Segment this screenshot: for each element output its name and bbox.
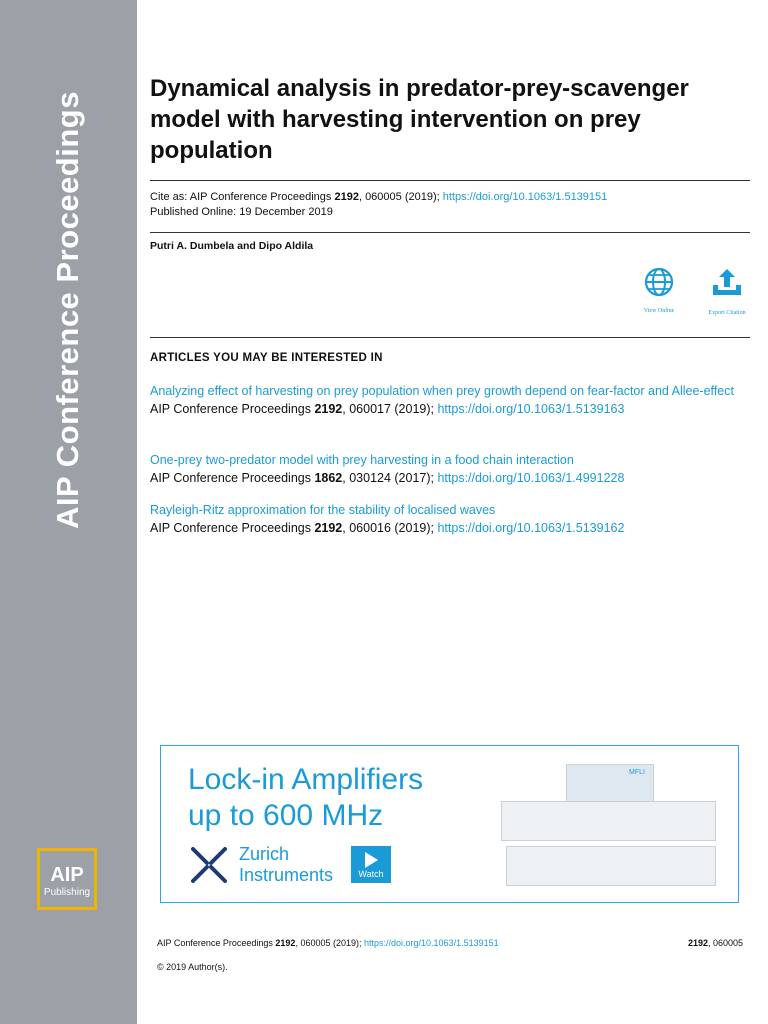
footer-doi-link[interactable]: https://doi.org/10.1063/1.5139151: [364, 938, 499, 948]
footer-right-volume: 2192: [688, 938, 709, 948]
related-article-title[interactable]: Rayleigh-Ritz approximation for the stability of localised waves: [150, 503, 496, 517]
footer-right-ref: , 060005: [708, 938, 744, 948]
related-journal: AIP Conference Proceedings: [150, 520, 315, 535]
instrument-image: [566, 764, 654, 802]
related-journal: AIP Conference Proceedings: [150, 470, 315, 485]
footer-ref: , 060005 (2019);: [295, 938, 364, 948]
view-online-label: View Online: [643, 308, 675, 314]
export-citation-button[interactable]: [697, 267, 757, 316]
advertisement-banner[interactable]: [160, 745, 739, 903]
ad-brand-line1: Zurich: [239, 844, 290, 864]
related-article-citation: [150, 470, 750, 488]
related-doi-link[interactable]: https://doi.org/10.1063/1.5139163: [437, 401, 625, 416]
instrument-image: [506, 846, 716, 886]
logo-text-aip: AIP: [50, 864, 84, 886]
export-citation-label: Export Citation: [708, 310, 746, 316]
footer-volume: 2192: [275, 938, 296, 948]
journal-vertical-title: AIP Conference Proceedings: [50, 91, 85, 529]
instrument-image: [501, 801, 716, 841]
ad-headline: [188, 762, 423, 834]
logo-text-publishing: Publishing: [43, 887, 91, 898]
export-icon: [710, 267, 744, 299]
related-doi-link[interactable]: https://doi.org/10.1063/1.4991228: [437, 470, 625, 485]
divider: [150, 232, 750, 233]
related-doi-link[interactable]: https://doi.org/10.1063/1.5139162: [437, 520, 625, 535]
zurich-instruments-logo-icon: [189, 845, 229, 885]
watch-label: Watch: [358, 869, 384, 879]
cite-prefix: Cite as: AIP Conference Proceedings: [150, 191, 335, 203]
copyright: © 2019 Author(s).: [157, 962, 228, 972]
related-article-citation: [150, 401, 750, 419]
divider: [150, 180, 750, 181]
related-journal: AIP Conference Proceedings: [150, 401, 315, 416]
related-ref: , 060016 (2019);: [342, 520, 438, 535]
ad-brand-line2: Instruments: [239, 865, 334, 885]
ad-headline-line1: Lock-in Amplifiers: [188, 763, 424, 796]
authors: Putri A. Dumbela and Dipo Aldila: [150, 240, 314, 252]
related-article-title[interactable]: One-prey two-predator model with prey harvesting in a food chain interaction: [150, 453, 574, 467]
article-title: Dynamical analysis in predator-prey-scavenger model with harvesting intervention on prey population: [150, 75, 689, 164]
related-volume: 2192: [314, 401, 343, 416]
related-ref: , 060017 (2019);: [342, 401, 438, 416]
play-icon: [365, 852, 378, 868]
related-article-title[interactable]: Analyzing effect of harvesting on prey population when prey growth depend on fear-factor and Allee-effect: [150, 384, 734, 398]
divider: [150, 337, 750, 338]
related-article-citation: [150, 520, 750, 538]
published-date: Published Online: 19 December 2019: [150, 206, 333, 218]
related-article: [150, 452, 750, 487]
sidebar: [0, 0, 137, 1024]
aip-publishing-logo[interactable]: [37, 848, 97, 910]
related-article: [150, 383, 750, 418]
ad-headline-line2: up to 600 MHz: [188, 799, 384, 832]
cite-volume: 2192: [334, 191, 359, 203]
related-article: [150, 502, 750, 537]
cite-suffix: , 060005 (2019);: [358, 191, 443, 203]
ad-brand-name: [239, 844, 333, 886]
related-volume: 2192: [314, 520, 343, 535]
watch-button[interactable]: [351, 846, 391, 883]
related-volume: 1862: [314, 470, 343, 485]
citation-line: [150, 190, 607, 205]
footer-journal: AIP Conference Proceedings: [157, 938, 276, 948]
view-online-button[interactable]: [629, 267, 689, 314]
related-ref: , 030124 (2017);: [342, 470, 438, 485]
instrument-label: MFLI: [629, 769, 645, 776]
globe-icon: [644, 267, 674, 297]
article-doi-link[interactable]: https://doi.org/10.1063/1.5139151: [442, 191, 608, 203]
footer-page-ref: [688, 938, 743, 948]
related-articles-heading: ARTICLES YOU MAY BE INTERESTED IN: [150, 352, 383, 364]
footer-citation: [157, 938, 597, 948]
